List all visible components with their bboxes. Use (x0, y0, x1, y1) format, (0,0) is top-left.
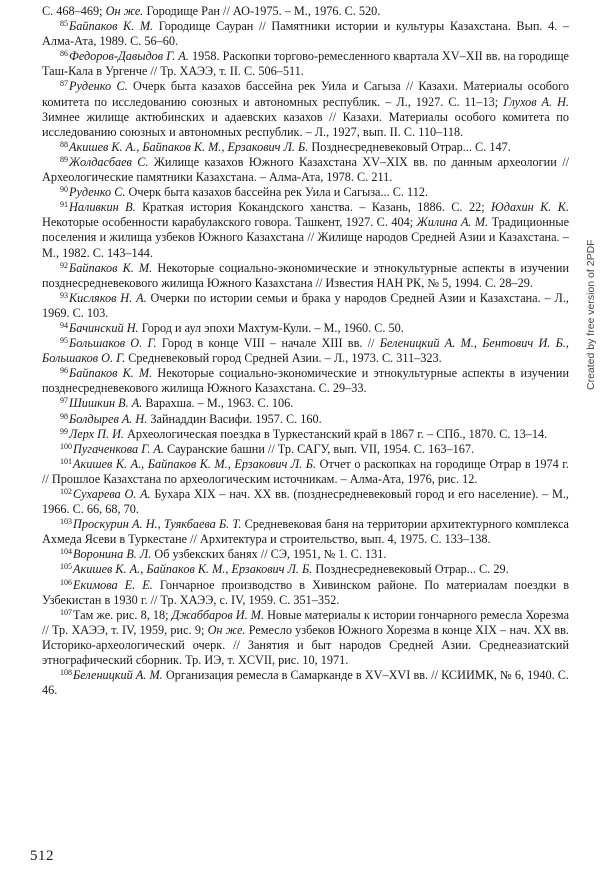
footnote-number: 92 (60, 260, 68, 270)
citation-text: Городище Сауран // Памятники истории и культуры Казахстана. Вып. 4. – Алма-Ата, 1989. С. 56–60. (42, 19, 569, 49)
footnote (42, 668, 569, 698)
citation-text: Организация ремесла в Самарканде в XV–XVI вв. // КСИИМК, № 6, 1940. С. 46. (42, 668, 569, 698)
author-name: Воронина В. Л. (73, 547, 152, 562)
author-name: Сухарева О. А. (73, 487, 151, 501)
footnotes-text (42, 4, 569, 698)
author-name: Байпаков К. М. (69, 366, 153, 381)
citation-text: Новые материалы к истории гончарного ремесла Хорезма // Тр. ХАЭЭ, т. IV, 1959, рис. 9; (42, 607, 570, 637)
footnote (42, 427, 569, 442)
footnote-number: 88 (60, 139, 68, 149)
citation-text: Сауранские башни // Тр. САГУ, вып. VII, 1954. С. 163–167. (163, 441, 475, 456)
footnote (42, 19, 569, 49)
footnote-number: 94 (60, 320, 68, 330)
footnote-number: 100 (60, 441, 72, 451)
author-name: Акишев К. А., Байпаков К. М., Ерзакович Л. Б. (69, 139, 309, 154)
footnote-number: 106 (60, 577, 72, 587)
footnote-number: 99 (60, 426, 68, 436)
footnote-number: 108 (60, 668, 72, 678)
footnote (42, 200, 569, 260)
citation-text: Отчет о раскопках на городище Отрар в 1974 г. // Прошлое Казахстана по археологическим источникам. – Алма-Ата, 1976, рис. 12. (42, 456, 569, 486)
author-name: Джаббаров И. М. (171, 607, 265, 622)
author-name: Он же. (105, 4, 144, 18)
footnote-number: 103 (60, 517, 72, 527)
citation-text: Очерки по истории семьи и брака у народов Средней Азии и Казахстана. – Л., 1969. С. 103. (42, 290, 569, 320)
footnote (42, 185, 569, 200)
citation-text: Очерк быта казахов бассейна рек Уила и Сагыза... С. 112. (125, 185, 429, 200)
footnote (42, 155, 569, 185)
citation-text: Город и аул эпохи Махтум-Кули. – М., 1960. С. 50. (138, 320, 404, 335)
footnote-number: 89 (60, 154, 68, 164)
footnote (42, 4, 569, 19)
author-name: Наливкин В. (69, 200, 136, 215)
citation-text: Об узбекских банях // СЭ, 1951, № 1. С. 131. (151, 547, 387, 562)
author-name: Байпаков К. М. (69, 260, 153, 275)
citation-text: Средневековый город Средней Азии. – Л., 1973. С. 311–323. (125, 351, 442, 366)
footnote-number: 90 (60, 185, 68, 195)
citation-text: Традиционные поселения и жилища узбеков Южного Казахстана // Жилище народов Средней Азии и Казахстана. – М., 1982. С. 143–144. (42, 215, 570, 260)
citation-text: Гончарное производство в Хивинском районе. По материалам поездки в Узбекистан в 1930 г. // Тр. ХАЭЭ, с. IV, 1959. С. 351–352. (42, 577, 570, 607)
footnote (42, 608, 569, 668)
footnote (42, 578, 569, 608)
citation-text: Некоторые социально-экономические и этнокультурные аспекты в изучении позднесредневекового жилища Южного Казахстана. С. 29–33. (42, 366, 570, 396)
footnote (42, 457, 569, 487)
author-name: Юдахин К. К. (491, 200, 570, 215)
citation-text: Краткая история Кокандского ханства. – Казань, 1886. С. 22; (135, 200, 492, 215)
author-name: Пугаченкова Г. А. (73, 441, 164, 456)
footnote-number: 95 (60, 336, 68, 346)
citation-text: Жилище казахов Южного Казахстана XV–XIX вв. по данным археологии // Археологические памятники Казахстана. – Алма-Ата, 1978. С. 211. (42, 154, 570, 185)
author-name: Большаков О. Г. (69, 336, 157, 351)
footnote (42, 49, 569, 79)
footnote-number: 96 (60, 366, 68, 376)
author-name: Болдырев А. Н. (69, 411, 148, 426)
author-name: Беленицкий А. М., Бентович И. Б., Большаков О. Г. (42, 336, 569, 366)
footnote (42, 321, 569, 336)
author-name: Лерх П. И. (69, 426, 124, 441)
watermark: Created by free version of 2PDF (585, 239, 597, 390)
footnote-number: 104 (60, 547, 72, 557)
author-name: Екимова Е. Е. (73, 577, 153, 592)
footnote (42, 562, 569, 577)
author-name: Беленицкий А. М. (73, 668, 163, 683)
citation-text: Там же. рис. 8, 18; (73, 607, 172, 622)
footnote (42, 140, 569, 155)
footnote-number: 101 (60, 456, 72, 466)
footnote (42, 442, 569, 457)
footnote-number: 85 (60, 19, 68, 29)
footnote-number: 102 (60, 487, 72, 496)
citation-text: Городище Ран // АО-1975. – М., 1976. С. 520. (143, 4, 381, 18)
author-name: Акишев К. А., Байпаков К. М., Ерзакович Л. Б. (73, 562, 313, 577)
footnote (42, 547, 569, 562)
citation-text: Средневековая баня на территории архитектурного комплекса Ахмеда Ясеви в Туркестане // Архитектура и строительство, вып. 4, 1975. С. 133–138. (42, 517, 569, 547)
page-number: 512 (30, 848, 54, 864)
author-name: Он же. (207, 622, 246, 637)
citation-text: Бухара XIX – нач. XX вв. (позднесредневековый город и его население). – М., 1966. С. 66, 68, 70. (42, 487, 569, 517)
footnote (42, 291, 569, 321)
footnote-number: 105 (60, 562, 72, 572)
footnote (42, 412, 569, 427)
footnote (42, 336, 569, 366)
author-name: Бачинский Н. (69, 320, 139, 335)
footnote (42, 366, 569, 396)
footnote-number: 86 (60, 49, 68, 59)
author-name: Жолдасбаев С. (69, 154, 149, 169)
citation-text: Зайнаддин Васифи. 1957. С. 160. (147, 411, 322, 426)
footnote (42, 79, 569, 139)
citation-text: Позднесредневековый Отрар... С. 29. (312, 562, 509, 577)
citation-text: Позднесредневековый Отрар... С. 147. (308, 139, 511, 154)
citation-text: Город в конце VIII – начале XIII вв. // (156, 336, 380, 351)
footnote-number: 98 (60, 411, 68, 421)
author-name: Руденко С. (69, 185, 126, 200)
footnote-number: 97 (60, 396, 68, 406)
citation-text: Некоторые социально-экономические и этнокультурные аспекты в изучении позднесредневекового жилища Южного Казахстана // Известия НАН РК, № 5, 1994. С. 28–29. (42, 260, 570, 290)
author-name: Кисляков Н. А. (69, 290, 147, 305)
citation-text: Варахша. – М., 1963. С. 106. (142, 396, 294, 411)
footnote-number: 107 (60, 607, 72, 617)
citation-text: Очерк быта казахов бассейна рек Уила и Сагыза // Казахи. Материалы особого комитета по исследованию союзных и автономных республик. – Л., 1927. С. 11–13; (42, 79, 569, 109)
citation-text: 1958. Раскопки торгово-ремесленного квартала XV–XII вв. на городище Таш-Кала в Ургенче // Тр. ХАЭЭ, т. II. С. 506–511. (42, 49, 569, 79)
footnote (42, 487, 569, 517)
citation-text: Некоторые особенности карабулакского говора. Ташкент, 1927. С. 404; (42, 215, 417, 230)
footnote (42, 261, 569, 291)
citation-text: Зимнее жилище актюбинских и адаевских казахов // Казахи. Материалы особого комитета по исследованию союзных и автономных республик. – Л., 1927, вып. II. С. 110–118. (42, 109, 569, 139)
footnote (42, 396, 569, 411)
author-name: Байпаков К. М. (69, 19, 154, 34)
footnote-number: 93 (60, 290, 68, 300)
footnote-number: 87 (60, 79, 68, 89)
footnote (42, 517, 569, 547)
author-name: Шишкин В. А. (69, 396, 143, 411)
author-name: Федоров-Давыдов Г. А. (69, 49, 189, 64)
citation-text: Ремесло узбеков Южного Хорезма в конце XIX – нач. XX вв. Историко-археологический очерк. // Занятия и быт народов Средней Азии. Среднеазиатский этнографический сборник. Тр. ИЭ, т. XCVII, рис. 10, 1971. (42, 622, 569, 668)
author-name: Жилина А. М. (416, 215, 489, 230)
author-name: Глухов А. Н. (503, 94, 569, 109)
citation-text: Археологическая поездка в Туркестанский край в 1867 г. – СПб., 1870. С. 13–14. (124, 426, 548, 441)
author-name: Руденко С. (69, 79, 128, 94)
citation-text: С. 468–469; (42, 4, 106, 18)
author-name: Акишев К. А., Байпаков К. М., Ерзакович Л. Б. (73, 456, 317, 471)
author-name: Проскурин А. Н., Туякбаева Б. Т. (73, 517, 242, 532)
footnote-number: 91 (60, 200, 68, 210)
